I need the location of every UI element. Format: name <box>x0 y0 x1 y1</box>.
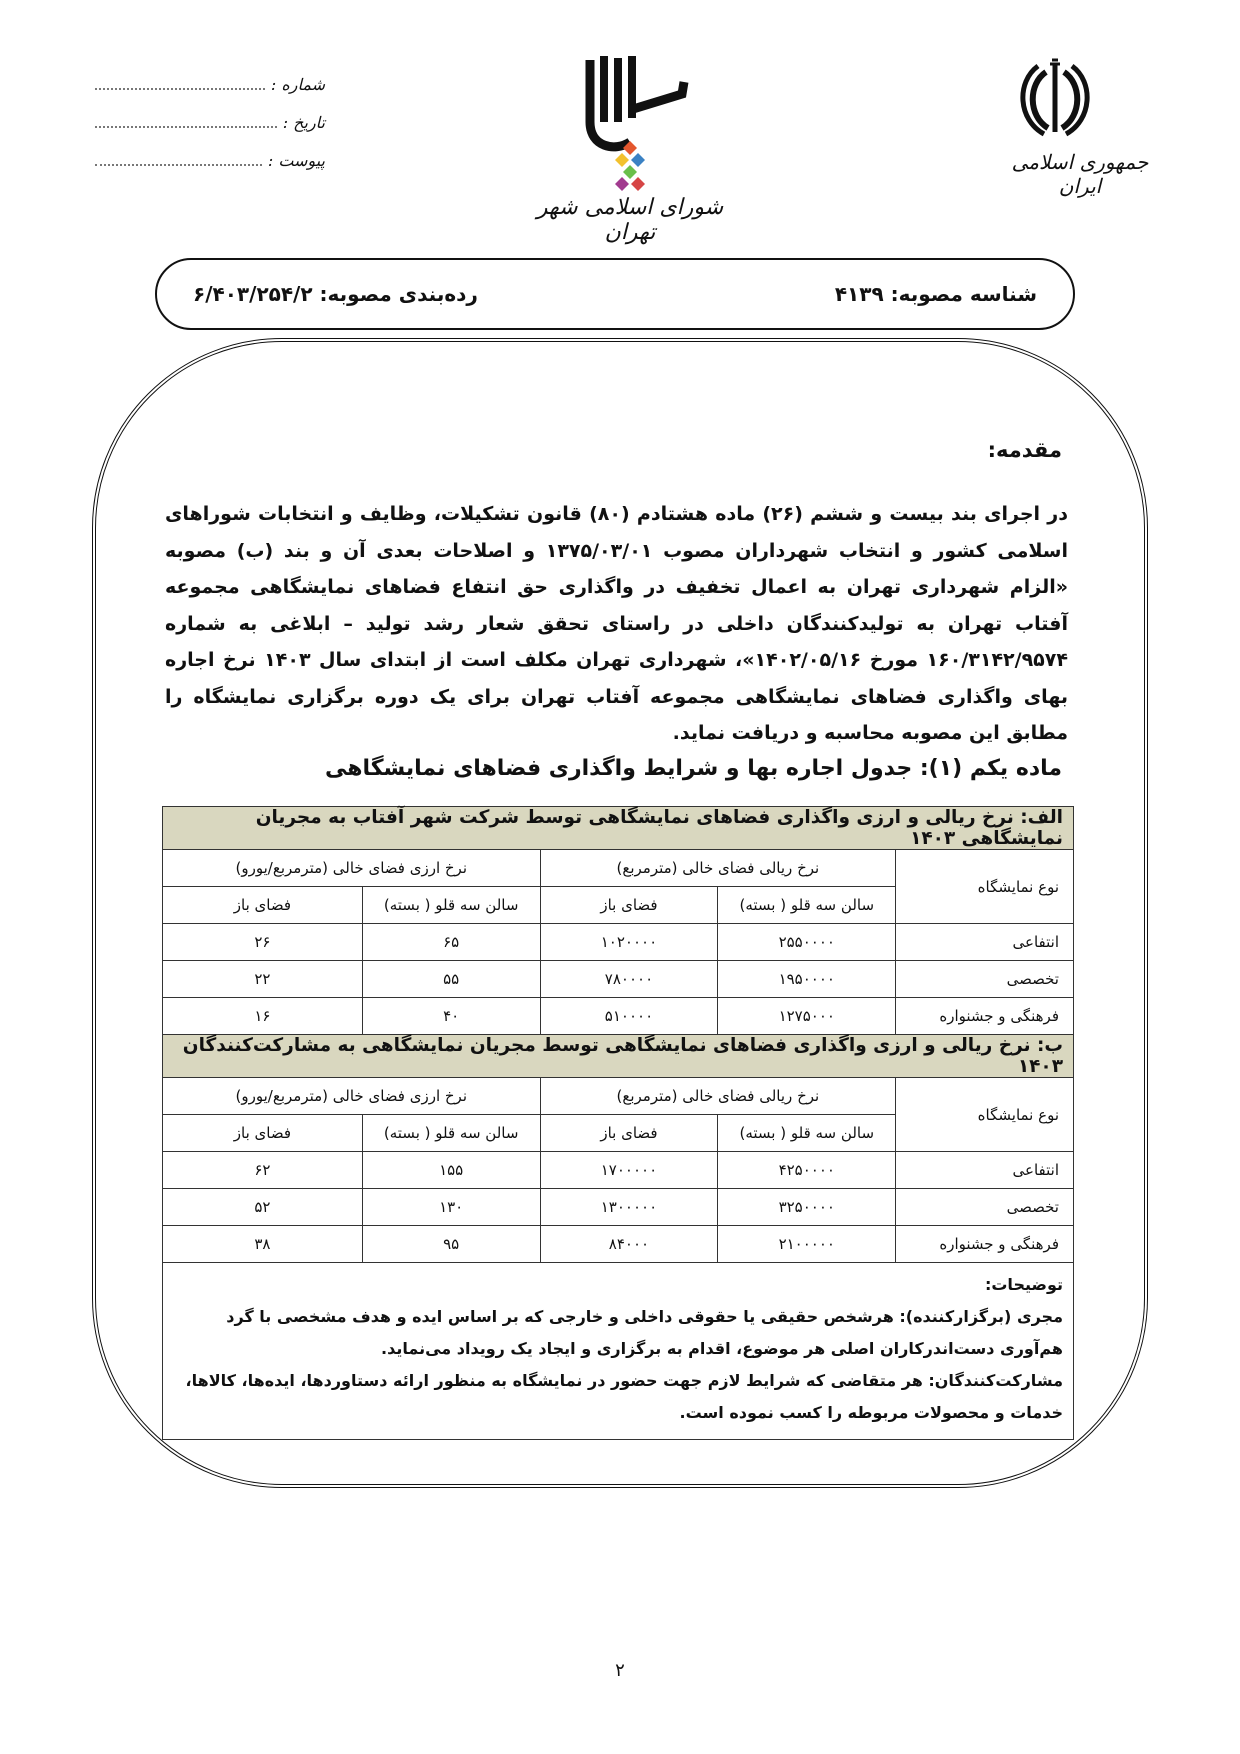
eur-closed-value: ۵۵ <box>362 961 540 998</box>
rial-open-value: ۸۴۰۰۰ <box>540 1226 718 1263</box>
section-a-header <box>163 807 1074 850</box>
meta-number-label: شماره : <box>270 75 325 94</box>
col-currency-group-header: نرخ ارزی فضای خالی (مترمربع/یورو) <box>163 850 541 887</box>
mosaic-tile <box>631 177 645 191</box>
rial-closed-value: ۱۲۷۵۰۰۰ <box>718 998 896 1035</box>
rial-open-value: ۱۳۰۰۰۰۰ <box>540 1189 718 1226</box>
eur-open-value: ۲۶ <box>163 924 363 961</box>
intro-body: در اجرای بند بیست و ششم (۲۶) ماده هشتادم (۸۰) قانون تشکیلات، وظایف و انتخابات شوراهای اسلامی کشور و انتخاب شهرداران مصوب ۱۳۷۵/۰۳/۰۱ و اصلاحات بعدی آن و بند (ب) مصوبه «الزام شهرداری تهران به اعمال تخفیف در واگذاری حق انتفاع فضاهای نمایشگاهی مجموعه آفتاب تهران به تولیدکنندگان داخلی در راستای تحقق شعار رشد تولید – ابلاغی به شماره ۱۶۰/۳۱۴۲/۹۵۷۴ مورخ ۱۴۰۲/۰۵/۱۶»، شهرداری تهران مکلف است از ابتدای سال ۱۴۰۳ نرخ اجاره بهای واگذاری فضاهای نمایشگاهی مجموعه آفتاب تهران برای یک دوره برگزاری نمایشگاه را مطابق این مصوبه محاسبه و دریافت نماید. <box>165 503 1068 744</box>
rates-table <box>162 806 1074 1440</box>
page-number: ۲ <box>615 1660 625 1681</box>
table-row <box>163 961 1074 998</box>
meta-attachment-value <box>95 154 262 166</box>
rial-closed-value: ۴۲۵۰۰۰۰ <box>718 1152 896 1189</box>
rial-closed-value: ۱۹۵۰۰۰۰ <box>718 961 896 998</box>
eur-open-value: ۳۸ <box>163 1226 363 1263</box>
rial-closed-value: ۲۵۵۰۰۰۰ <box>718 924 896 961</box>
meta-number-field[interactable] <box>95 75 325 113</box>
table-row <box>163 1226 1074 1263</box>
table-row <box>163 1189 1074 1226</box>
table-row <box>163 1152 1074 1189</box>
emblem-icon <box>1010 58 1100 138</box>
row-type: تخصصی <box>896 961 1074 998</box>
mosaic-tile <box>615 153 629 167</box>
row-type: فرهنگی و جشنواره <box>896 998 1074 1035</box>
article-title: ماده یکم (۱): جدول اجاره بها و شرایط واگذاری فضاهای نمایشگاهی <box>324 756 1062 781</box>
approval-id: شناسه مصوبه: ۴۱۳۹ <box>834 282 1037 306</box>
section-b-group-header <box>163 1078 1074 1115</box>
table-row <box>163 998 1074 1035</box>
eur-closed-value: ۱۳۰ <box>362 1189 540 1226</box>
row-type: انتفاعی <box>896 1152 1074 1189</box>
council-logo-icon <box>560 52 700 202</box>
approval-id-box <box>155 258 1075 330</box>
approval-classification: رده‌بندی مصوبه: ۶/۴۰۳/۲۵۴/۲ <box>193 282 478 306</box>
section-a-title: الف: نرخ ریالی و ارزی واگذاری فضاهای نمایشگاهی توسط شرکت شهر آفتاب به مجریان نمایشگاهی ۱۴۰۳ <box>163 807 1074 850</box>
iran-emblem-logo <box>1010 58 1100 138</box>
meta-attachment-field[interactable] <box>95 151 325 189</box>
col-type-header: نوع نمایشگاه <box>896 1078 1074 1152</box>
note-organizer: مجری (برگزارکننده): هرشخص حقیقی یا حقوقی داخلی و خارجی که بر اساس ایده و هدف مشخصی با گرد هم‌آوری دست‌اندرکاران اصلی هر موضوع، اقدام به برگزاری و ایجاد یک رویداد می‌نماید. <box>226 1307 1063 1358</box>
meta-date-value <box>95 116 277 128</box>
eur-closed-value: ۴۰ <box>362 998 540 1035</box>
col-currency-group-header: نرخ ارزی فضای خالی (مترمربع/یورو) <box>163 1078 541 1115</box>
rial-open-value: ۷۸۰۰۰۰ <box>540 961 718 998</box>
col-rial-closed-header: سالن سه قلو ( بسته) <box>718 887 896 924</box>
col-rial-group-header: نرخ ریالی فضای خالی (مترمربع) <box>540 1078 896 1115</box>
row-type: تخصصی <box>896 1189 1074 1226</box>
rial-closed-value: ۳۲۵۰۰۰۰ <box>718 1189 896 1226</box>
mosaic-tile <box>631 153 645 167</box>
col-eur-closed-header: سالن سه قلو ( بسته) <box>362 1115 540 1152</box>
notes-title: توضیحات: <box>984 1275 1063 1294</box>
eur-open-value: ۶۲ <box>163 1152 363 1189</box>
eur-open-value: ۲۲ <box>163 961 363 998</box>
rial-open-value: ۱۰۲۰۰۰۰ <box>540 924 718 961</box>
intro-title: مقدمه: <box>987 438 1062 462</box>
col-rial-open-header: فضای باز <box>540 887 718 924</box>
mosaic-tile <box>623 165 637 179</box>
notes-row <box>163 1263 1074 1440</box>
eur-closed-value: ۱۵۵ <box>362 1152 540 1189</box>
eur-closed-value: ۶۵ <box>362 924 540 961</box>
meta-date-label: تاریخ : <box>282 113 325 132</box>
col-eur-open-header: فضای باز <box>163 1115 363 1152</box>
rial-closed-value: ۲۱۰۰۰۰۰ <box>718 1226 896 1263</box>
table-row <box>163 924 1074 961</box>
meta-number-value <box>95 78 265 90</box>
meta-date-field[interactable] <box>95 113 325 151</box>
mosaic-tile <box>615 177 629 191</box>
emblem-caption: جمهوری اسلامی ایران <box>1011 150 1149 198</box>
col-eur-open-header: فضای باز <box>163 887 363 924</box>
section-b-header <box>163 1035 1074 1078</box>
letter-meta-fields <box>95 75 325 189</box>
rial-open-value: ۱۷۰۰۰۰۰ <box>540 1152 718 1189</box>
rial-open-value: ۵۱۰۰۰۰ <box>540 998 718 1035</box>
meta-attachment-label: پیوست : <box>267 151 325 170</box>
col-type-header: نوع نمایشگاه <box>896 850 1074 924</box>
section-b-title: ب: نرخ ریالی و ارزی واگذاری فضاهای نمایشگاهی توسط مجریان نمایشگاهی به مشارکت‌کنندگان ۱۴۰۳ <box>163 1035 1074 1078</box>
col-eur-closed-header: سالن سه قلو ( بسته) <box>362 887 540 924</box>
col-rial-open-header: فضای باز <box>540 1115 718 1152</box>
row-type: انتفاعی <box>896 924 1074 961</box>
notes-cell <box>163 1263 1074 1440</box>
eur-closed-value: ۹۵ <box>362 1226 540 1263</box>
section-a-group-header <box>163 850 1074 887</box>
note-participants: مشارکت‌کنندگان: هر متقاضی که شرایط لازم جهت حضور در نمایشگاه به منظور ارائه دستاوردها، ایده‌ها، کالاها، خدمات و محصولات مربوطه را کسب نموده است. <box>185 1371 1063 1422</box>
tehran-council-logo <box>560 52 700 212</box>
eur-open-value: ۱۶ <box>163 998 363 1035</box>
row-type: فرهنگی و جشنواره <box>896 1226 1074 1263</box>
col-rial-group-header: نرخ ریالی فضای خالی (مترمربع) <box>540 850 896 887</box>
council-caption: شورای اسلامی شهر تهران <box>536 195 724 245</box>
col-rial-closed-header: سالن سه قلو ( بسته) <box>718 1115 896 1152</box>
eur-open-value: ۵۲ <box>163 1189 363 1226</box>
